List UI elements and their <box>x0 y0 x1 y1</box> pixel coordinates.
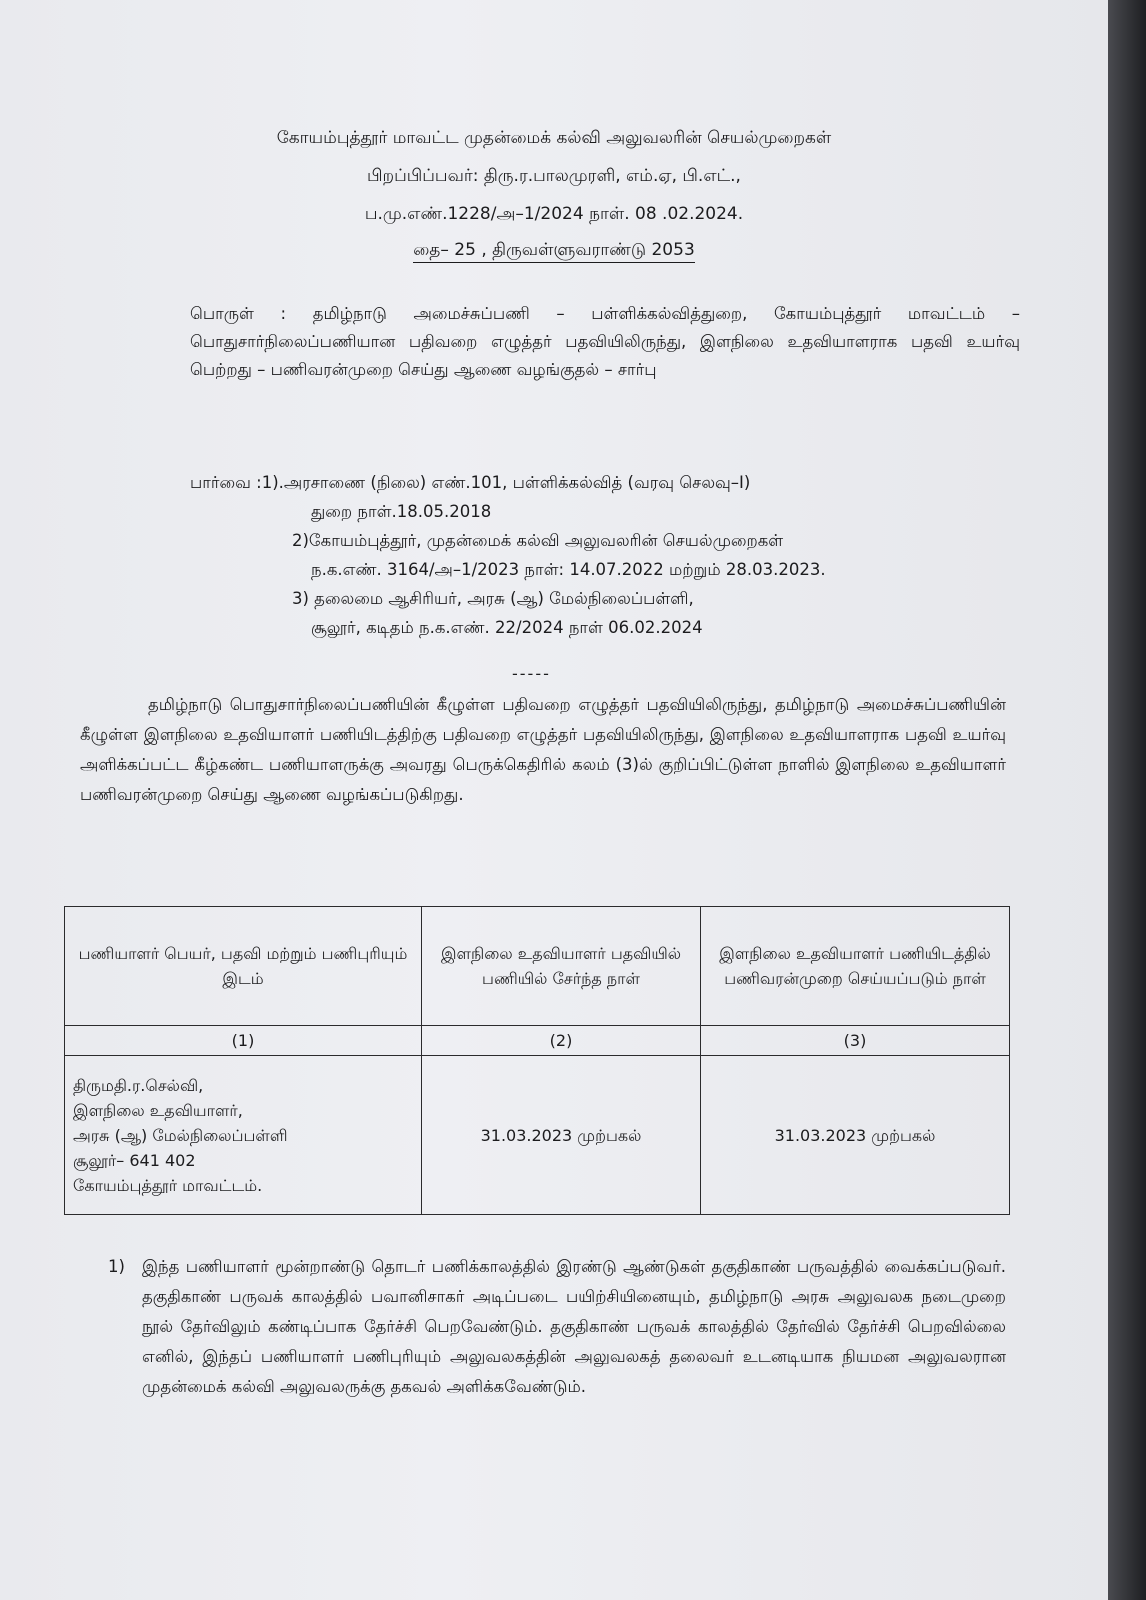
body-paragraph: தமிழ்நாடு பொதுசார்நிலைப்பணியின் கீழுள்ள பதிவறை எழுத்தர் பதவியிலிருந்து, தமிழ்நாடு அமைச்சுப்பணியின் கீழுள்ள இளநிலை உதவியாளர் பணியிடத்திற்கு பதிவறை எழுத்தர் பதவியிலிருந்து, இளநிலை உதவியாளராக பதவி உயர்வு அளிக்கப்பட்ட கீழ்கண்ட பணியாளருக்கு அவரது பெருக்கெதிரில் கலம் (3)ல் குறிப்பிட்டுள்ள நாளில் இளநிலை உதவியாளர் பணிவரன்முறை செய்து ஆணை வழங்கப்படுகிறது. <box>80 695 1006 804</box>
references-block <box>190 468 1020 642</box>
note-text: இந்த பணியாளர் மூன்றாண்டு தொடர் பணிக்காலத்தில் இரண்டு ஆண்டுகள் தகுதிகாண் பருவத்தில் வைக்கப்படுவர். தகுதிகாண் பருவக் காலத்தில் பவானிசாகர் அடிப்படை பயிற்சியினையும், தமிழ்நாடு அரசு அலுவலக நடைமுறை நூல் தேர்விலும் கண்டிப்பாக தேர்ச்சி பெறவேண்டும். தகுதிகாண் பருவக் காலத்தில் தேர்வில் தேர்ச்சி பெறவில்லை எனில், இந்தப் பணியாளர் பணிபுரியும் அலுவலகத்தின் அலுவலகத் தலைவர் உடனடியாக நியமன அலுவலரான முதன்மைக் கல்வி அலுவலருக்கு தகவல் அளிக்கவேண்டும். <box>142 1257 1006 1396</box>
table-number-row <box>65 1026 1010 1056</box>
employee-place: சூலூர்– 641 402 <box>73 1150 196 1170</box>
reference-2-line-b: ந.க.எண். 3164/அ–1/2023 நாள்: 14.07.2022 மற்றும் 28.03.2023. <box>311 560 826 579</box>
issuer-line: பிறப்பிப்பவர்: திரு.ர.பாலமுரளி, எம்.ஏ, பி.எட்., <box>367 166 741 186</box>
subject-block: பொருள் : தமிழ்நாடு அமைச்சுப்பணி – பள்ளிக்கல்வித்துறை, கோயம்புத்தூர் மாவட்டம் – பொதுசார்நிலைப்பணியான பதிவறை எழுத்தர் பதவியிலிருந்து, இளநிலை உதவியாளராக பதவி உயர்வு பெற்றது – பணிவரன்முறை செய்து ஆணை வழங்குதல் – சார்பு <box>190 304 1020 379</box>
employee-designation: இளநிலை உதவியாளர், <box>73 1100 243 1120</box>
separator: ----- <box>512 664 551 683</box>
reference-2-line-a: 2)கோயம்புத்தூர், முதன்மைக் கல்வி அலுவலரின் செயல்முறைகள் <box>292 531 784 550</box>
reference-1-line-a: பார்வை :1).அரசாணை (நிலை) எண்.101, பள்ளிக்கல்வித் (வரவு செலவு–I) <box>190 473 751 492</box>
employee-district: கோயம்புத்தூர் மாவட்டம். <box>73 1175 263 1195</box>
employee-school: அரசு (ஆ) மேல்நிலைப்பள்ளி <box>73 1125 288 1145</box>
reference-3-line-b: சூலூர், கடிதம் ந.க.எண். 22/2024 நாள் 06.02.2024 <box>311 618 703 637</box>
table-header-cell: இளநிலை உதவியாளர் பதவியில் பணியில் சேர்ந்த நாள் <box>422 907 701 1026</box>
reference-1-line-b: துறை நாள்.18.05.2018 <box>311 502 492 521</box>
condition-note <box>108 1252 1006 1402</box>
table-header-cell: இளநிலை உதவியாளர் பணியிடத்தில் பணிவரன்முறை செய்யப்படும் நாள் <box>701 907 1010 1026</box>
reference-number: ப.மு.எண்.1228/அ–1/2024 நாள். 08 .02.2024. <box>364 204 744 224</box>
column-number: (2) <box>422 1026 701 1056</box>
column-number: (1) <box>65 1026 422 1056</box>
background-edge <box>1108 0 1146 1600</box>
employee-name: திருமதி.ர.செல்வி, <box>73 1075 204 1095</box>
table-header-cell: பணியாளர் பெயர், பதவி மற்றும் பணிபுரியும் இடம் <box>65 907 422 1026</box>
table-header-row <box>65 907 1010 1026</box>
tamil-date-text: தை– 25 , திருவள்ளுவராண்டு 2053 <box>413 240 695 263</box>
reference-3-line-a: 3) தலைமை ஆசிரியர், அரசு (ஆ) மேல்நிலைப்பள்ளி, <box>292 589 694 608</box>
table-row <box>65 1056 1010 1215</box>
employee-details-cell <box>65 1056 422 1215</box>
joined-date-cell: 31.03.2023 முற்பகல் <box>422 1056 701 1215</box>
note-number: 1) <box>108 1257 125 1276</box>
regularised-date-cell: 31.03.2023 முற்பகல் <box>701 1056 1010 1215</box>
office-title: கோயம்புத்தூர் மாவட்ட முதன்மைக் கல்வி அலுவலரின் செயல்முறைகள் <box>276 128 832 148</box>
column-number: (3) <box>701 1026 1010 1056</box>
employee-table <box>64 906 1010 1215</box>
tamil-date <box>0 240 1108 262</box>
